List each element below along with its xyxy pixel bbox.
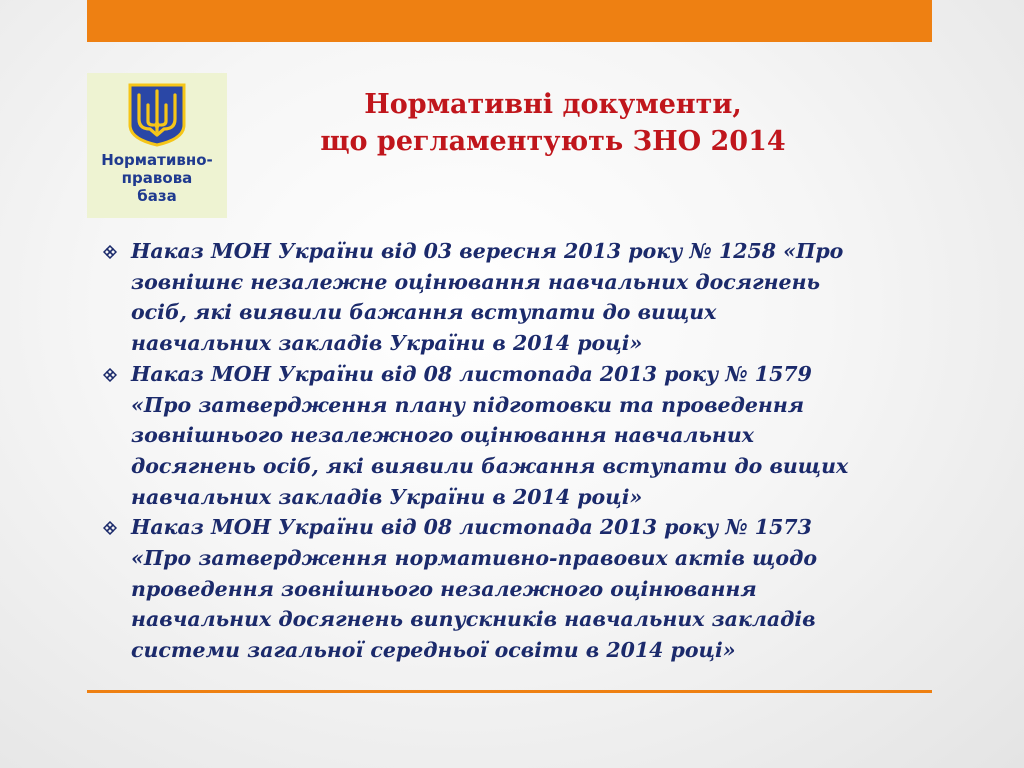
slide-title [248, 86, 858, 160]
diamond-bullet-icon [103, 521, 117, 535]
diamond-bullet-icon [103, 368, 117, 382]
list-item-line: навчальних досягнень випускників навчальних закладів [131, 607, 816, 632]
list-item-line: досягнень осіб, які виявили бажання вступати до вищих [131, 453, 849, 478]
logo-line: база [137, 187, 177, 205]
list-item-line: осіб, які виявили бажання вступати до вищих [131, 300, 717, 325]
diamond-bullet-icon [103, 245, 117, 259]
list-item-line: «Про затвердження плану підготовки та проведення [131, 392, 805, 417]
list-item-line: проведення зовнішнього незалежного оцінювання [131, 576, 757, 601]
list-item [100, 359, 970, 513]
logo-caption [87, 151, 227, 205]
list-item-line: Наказ МОН України від 08 листопада 2013 року № 1573 [131, 515, 812, 540]
list-item-line: «Про затвердження нормативно-правових актів щодо [131, 546, 818, 571]
normative-legal-base-logo [87, 73, 227, 218]
list-item-line: зовнішнього незалежного оцінювання навчальних [131, 423, 754, 448]
list-item [100, 512, 970, 666]
documents-list [100, 236, 970, 666]
list-item-line: зовнішнє незалежне оцінювання навчальних досягнень [131, 269, 821, 294]
title-line: що регламентують ЗНО 2014 [320, 126, 786, 157]
logo-line: правова [121, 169, 193, 187]
list-item [100, 236, 970, 359]
bottom-accent-line [87, 690, 932, 693]
list-item-line: навчальних закладів України в 2014 році» [131, 484, 643, 509]
list-item-line: Наказ МОН України від 08 листопада 2013 року № 1579 [131, 361, 812, 386]
list-item-line: навчальних закладів України в 2014 році» [131, 331, 643, 356]
ukraine-coat-of-arms-icon [126, 81, 188, 147]
list-item-line: системи загальної середньої освіти в 2014 році» [131, 638, 736, 663]
logo-line: Нормативно- [101, 151, 213, 169]
top-accent-bar [87, 0, 932, 42]
title-line: Нормативні документи, [364, 89, 742, 120]
list-item-line: Наказ МОН України від 03 вересня 2013 року № 1258 «Про [131, 239, 844, 263]
